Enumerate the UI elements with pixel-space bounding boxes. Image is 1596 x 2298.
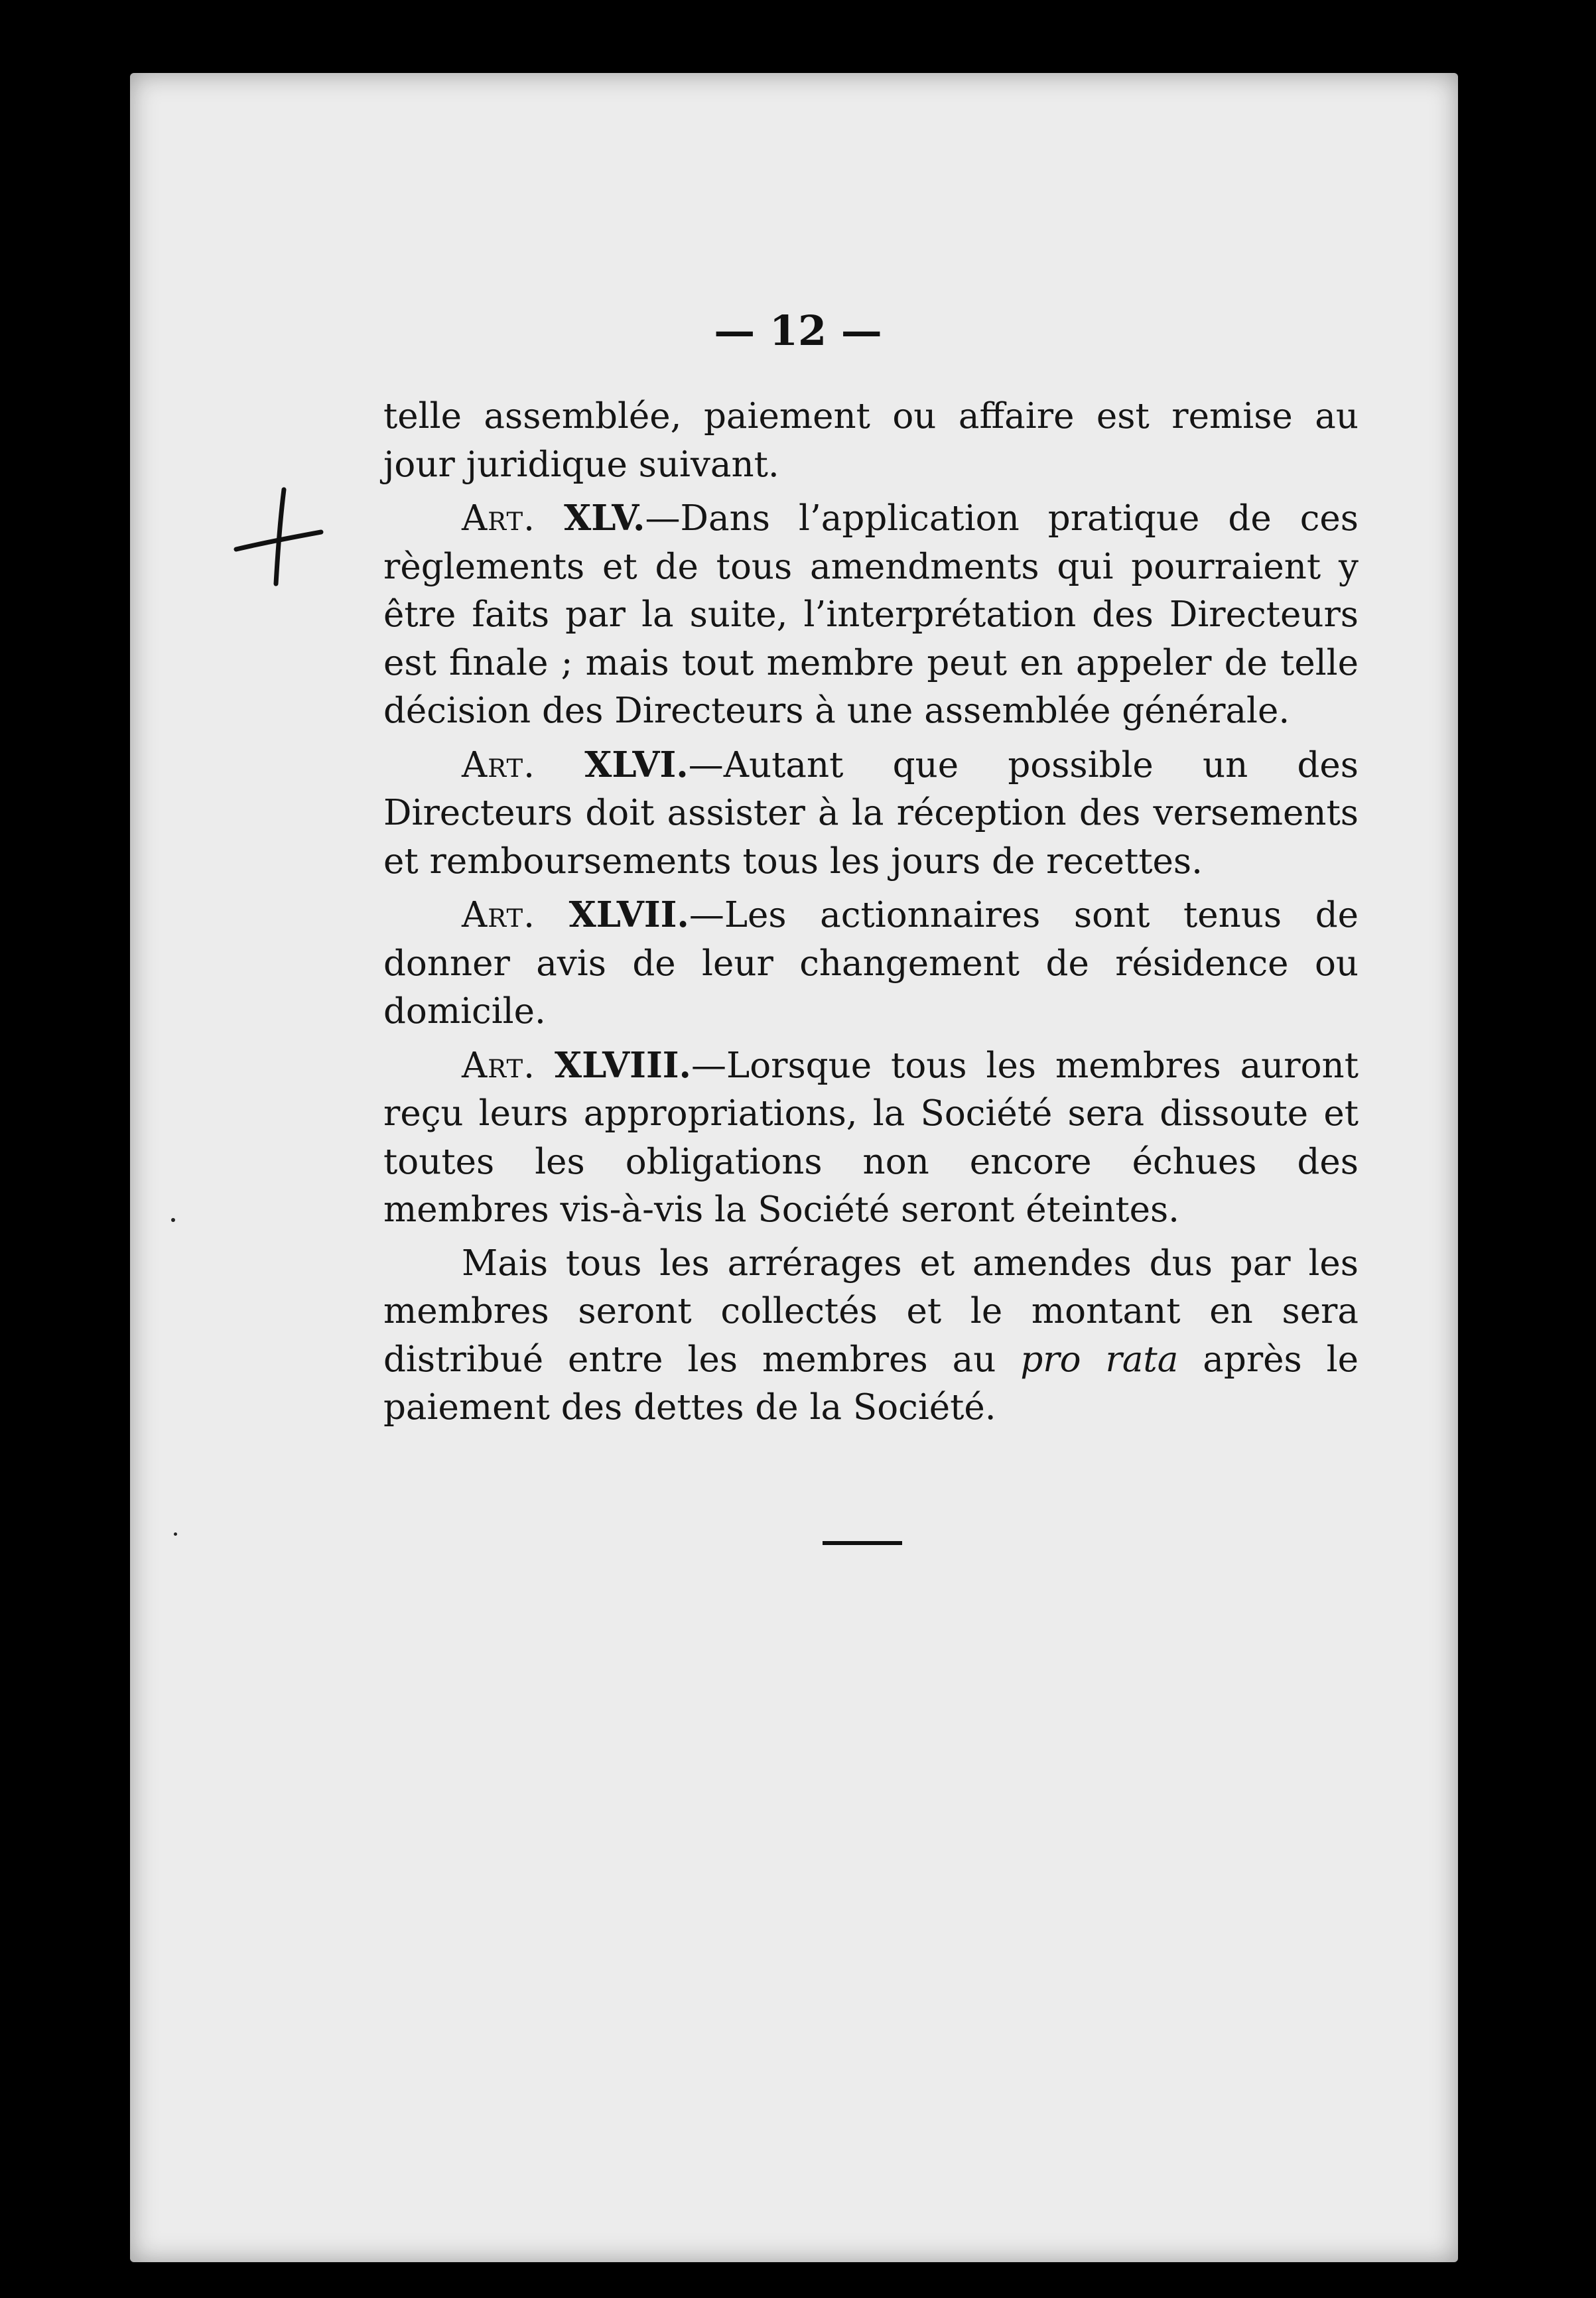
article-label: Art.: [462, 744, 536, 785]
article-text: —Les actionnaires sont tenus de donner avis de leur changement de résidence ou domicile.: [383, 895, 1359, 1032]
article-number: XLVI.: [584, 744, 689, 785]
article-label: Art.: [462, 1045, 536, 1086]
article-text: —Autant que possible un des Directeurs doit assister à la réception des versements et remboursements tous les jours de recettes.: [383, 744, 1359, 882]
article-text: —Lorsque tous les membres auront reçu leurs appropriations, la Société sera dissoute et toutes les obligations non encore échues des membres vis-à-vis la Société seront éteintes.: [383, 1045, 1359, 1230]
article-text: —Dans l’application pratique de ces règlements et de tous amendments qui pourraient y être faits par la suite, l’interprétation des Directeurs est finale ; mais tout membre peut en appeler de telle décision des Directeurs à une assemblée générale.: [383, 498, 1359, 731]
closing-paragraph: [383, 1240, 1359, 1432]
handwritten-cross-mark: [232, 484, 325, 590]
scan-speck: [171, 1218, 175, 1222]
article-number: XLVIII.: [554, 1044, 692, 1086]
paragraph-text: Mais tous les arrérages et amendes dus par les membres seront collectés et le montant en sera distribué entre les membres au: [383, 1243, 1359, 1380]
paragraph-continuation: telle assemblée, paiement ou affaire est remise au jour juridique suivant.: [383, 396, 1359, 485]
article-number: XLVII.: [568, 894, 689, 935]
scan-speck: [174, 1532, 177, 1536]
article-45: [383, 494, 1359, 736]
article-46: [383, 741, 1359, 886]
article-number: XLV.: [564, 498, 645, 539]
page-number: — 12 —: [714, 306, 882, 355]
italic-phrase: pro rata: [1020, 1339, 1179, 1380]
article-label: Art.: [462, 895, 536, 935]
article-label: Art.: [462, 498, 536, 539]
paragraph-text: après le paiement des dettes de la Société.: [383, 1339, 1359, 1428]
article-48: [383, 1042, 1359, 1235]
end-rule: [823, 1541, 902, 1545]
article-47: [383, 891, 1359, 1036]
body-text: [383, 393, 1359, 1438]
